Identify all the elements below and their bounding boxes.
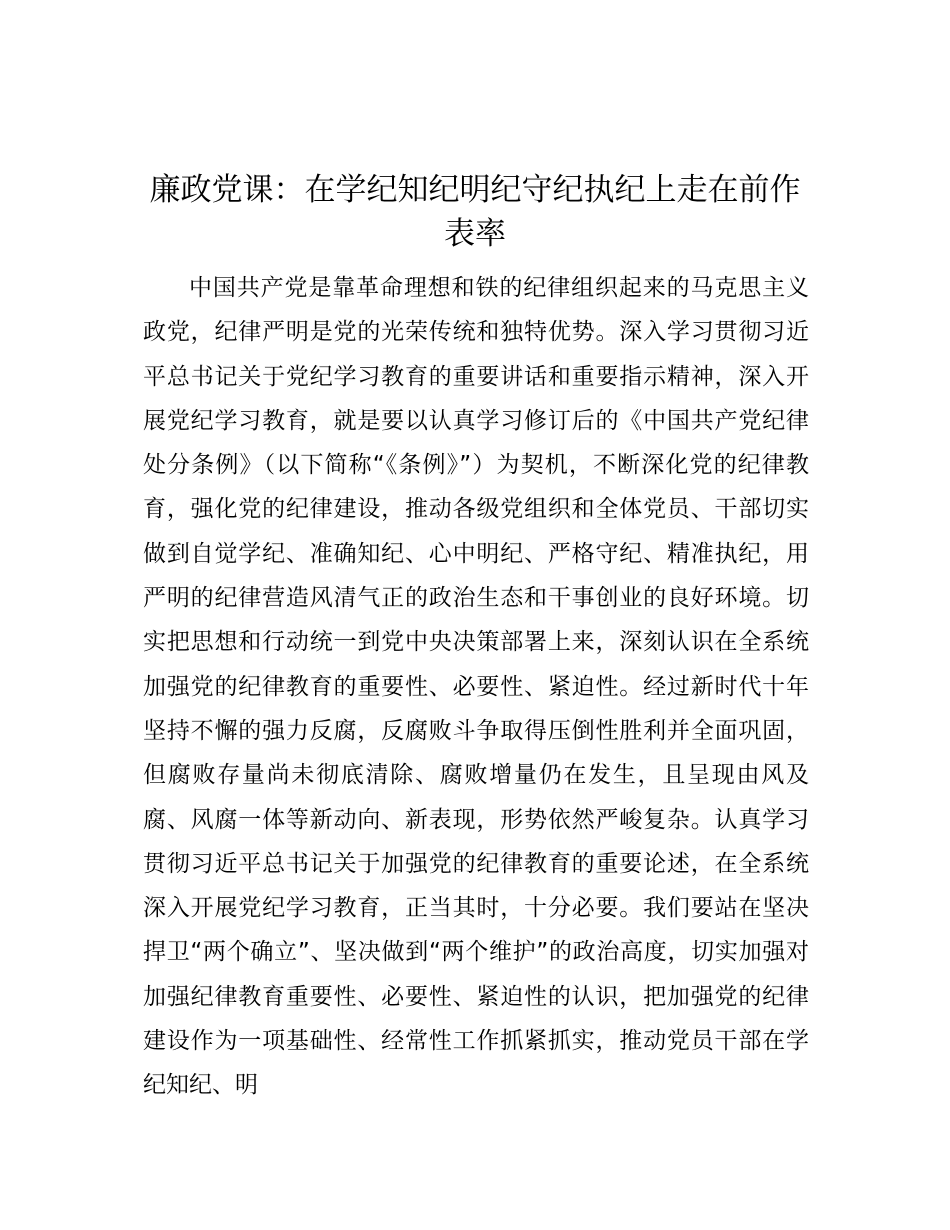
document-title: 廉政党课：在学纪知纪明纪守纪执纪上走在前作表率 [149, 172, 801, 252]
body-paragraph: 中国共产党是靠革命理想和铁的纪律组织起来的马克思主义政党，纪律严明是党的光荣传统和独特优势。深入学习贯彻习近平总书记关于党纪学习教育的重要讲话和重要指示精神，深入开展党纪学习教育，就是要以认真学习修订后的《中国共产党纪律处分条例》（以下简称“《条例》”）为契机，不断深化党的纪律教育，强化党的纪律建设，推动各级党组织和全体党员、干部切实做到自觉学纪、准确知纪、心中明纪、严格守纪、精准执纪，用严明的纪律营造风清气正的政治生态和干事创业的良好环境。切实把思想和行动统一到党中央决策部署上来，深刻认识在全系统加强党的纪律教育的重要性、必要性、紧迫性。经过新时代十年坚持不懈的强力反腐，反腐败斗争取得压倒性胜利并全面巩固，但腐败存量尚未彻底清除、腐败增量仍在发生，且呈现由风及腐、风腐一体等新动向、新表现，形势依然严峻复杂。认真学习贯彻习近平总书记关于加强党的纪律教育的重要论述，在全系统深入开展党纪学习教育，正当其时，十分必要。我们要站在坚决捍卫“两个确立”、坚决做到“两个维护”的政治高度，切实加强对加强纪律教育重要性、必要性、紧迫性的认识，把加强党的纪律建设作为一项基础性、经常性工作抓紧抓实，推动党员干部在学纪知纪、明 [143, 275, 809, 1099]
